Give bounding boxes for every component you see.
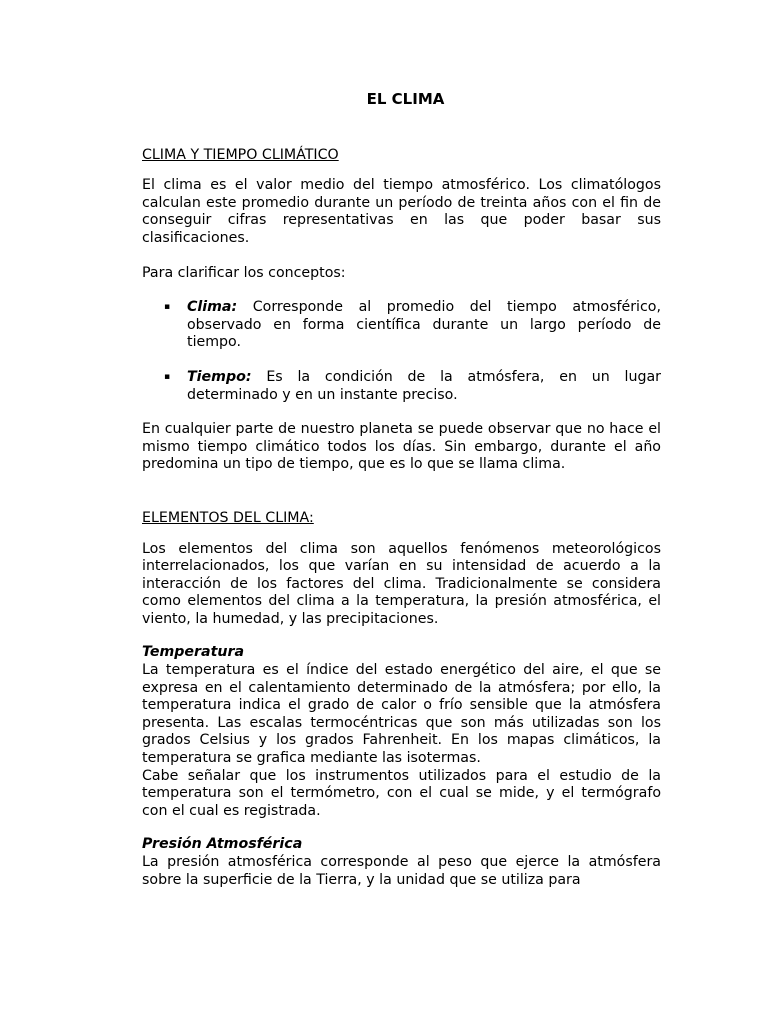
term-tiempo: Tiempo:	[187, 368, 252, 385]
subheading-temperatura: Temperatura	[142, 644, 245, 661]
definition-tiempo: Es la condición de la atmósfera, en un lugar determinado y en un instante preciso.	[187, 368, 661, 403]
paragraph-elementos: Los elementos del clima son aquellos fenómenos meteorológicos interrelacionados, los que varían en su intensidad de acuerdo a la interacción de los factores del clima. Tradicionalmente se considera como elementos del clima a la temperatura, la presión atmosférica, el viento, la humedad, y las precipitaciones.	[142, 540, 661, 627]
section-heading-elementos: ELEMENTOS DEL CLIMA:	[142, 509, 314, 526]
term-clima: Clima:	[187, 299, 238, 316]
paragraph-clima-definition: El clima es el valor medio del tiempo atmosférico. Los climatólogos calculan este promedio durante un período de treinta años con el fin de conseguir cifras representativas en las que poder basar sus clasificaciones.	[142, 177, 661, 246]
definition-clima: Corresponde al promedio del tiempo atmosférico, observado en forma científica durante un largo período de tiempo.	[187, 299, 661, 351]
document-title: EL CLIMA	[366, 90, 445, 108]
paragraph-presion-1: La presión atmosférica corresponde al peso que ejerce la atmósfera sobre la superficie de la Tierra, y la unidad que se utiliza para	[142, 854, 661, 888]
bullet-square-icon: ▪	[164, 302, 171, 313]
paragraph-clarificar: Para clarificar los conceptos:	[142, 264, 346, 281]
bullet-square-icon: ▪	[164, 371, 171, 382]
concept-list	[142, 299, 661, 404]
paragraph-temperatura-1: La temperatura es el índice del estado energético del aire, el que se expresa en el calentamiento determinado de la atmósfera; por ello, la temperatura indica el grado de calor o frío sensible que la atmósfera presenta. Las escalas termocéntricas que son más utilizadas son los grados Celsius y los grados Fahrenheit. En los mapas climáticos, la temperatura se grafica mediante las isotermas.	[142, 662, 661, 767]
subheading-presion: Presión Atmosférica	[142, 836, 303, 853]
section-heading-clima-tiempo: CLIMA Y TIEMPO CLIMÁTICO	[142, 146, 339, 163]
paragraph-temperatura-2: Cabe señalar que los instrumentos utilizados para el estudio de la temperatura son el termómetro, con el cual se mide, y el termógrafo con el cual es registrada.	[142, 767, 661, 819]
list-item-clima	[142, 299, 661, 352]
paragraph-clima-planeta: En cualquier parte de nuestro planeta se puede observar que no hace el mismo tiempo climático todos los días. Sin embargo, durante el año predomina un tipo de tiempo, que es lo que se llama clima.	[142, 421, 661, 473]
list-item-tiempo	[142, 369, 661, 404]
